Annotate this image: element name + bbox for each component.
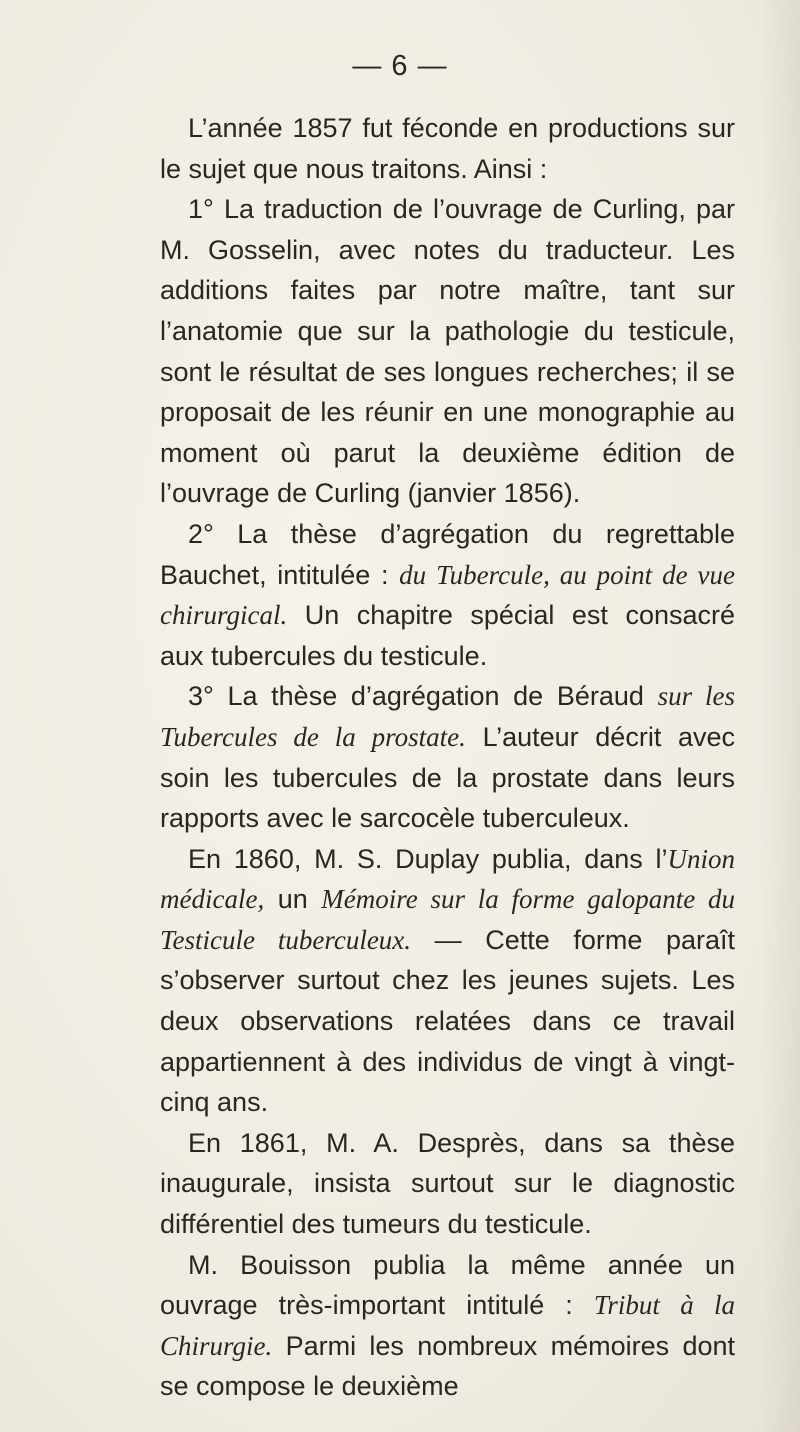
italic-title: Union médicale, — [160, 843, 735, 915]
paragraph — [160, 839, 735, 1123]
text-segment: 2° La thèse d’agrégation du regrettable Bauchet, intitulée : — [160, 518, 735, 590]
text-segment: Un chapitre spécial est consacré aux tubercules du testicule. — [160, 600, 735, 671]
page-number: — 6 — — [352, 50, 448, 82]
text-segment: 3° La thèse d’agrégation de Béraud — [188, 681, 658, 712]
italic-title: Mémoire sur la forme galopante du Testicule tuberculeux. — [160, 884, 735, 955]
italic-title: du Tubercule, au point de vue chirurgical. — [160, 559, 735, 631]
paragraph — [160, 108, 735, 189]
paragraph — [160, 676, 735, 838]
text-segment: En 1860, M. S. Duplay publia, dans l’ — [188, 843, 668, 874]
text-segment: En 1861, M. A. Desprès, dans sa thèse inaugurale, insista surtout sur le diagnostic différentiel des tumeurs du testicule. — [160, 1127, 735, 1240]
text-segment: Parmi les nombreux mémoires dont se compose le deuxième — [160, 1330, 735, 1402]
page-edge-shadow — [760, 0, 800, 1432]
italic-title: Tribut à la Chirurgie. — [160, 1290, 735, 1361]
italic-title: sur les Tubercules de la prostate. — [160, 681, 735, 752]
body-text — [160, 108, 735, 1407]
text-segment: L’année 1857 fut féconde en productions sur le sujet que nous traitons. Ainsi : — [160, 113, 735, 184]
paragraph — [160, 1245, 735, 1407]
text-segment: un — [264, 884, 322, 915]
paragraph — [160, 189, 735, 514]
text-segment: M. Bouisson publia la même année un ouvrage très-important intitulé : — [160, 1249, 735, 1321]
text-segment: 1° La traduction de l’ouvrage de Curling, par M. Gosselin, avec notes du traducteur. Les additions faites par notre maître, tant sur l’anatomie que sur la pathologie du testicule, sont le résultat de ses longues recherches; il se proposait de les réunir en une monographie au moment où parut la deuxième édition de l’ouvrage de Curling (janvier 1856). — [160, 194, 735, 509]
text-segment: L’auteur décrit avec soin les tubercules de la prostate dans leurs rapports avec le sarcocèle tuberculeux. — [160, 721, 735, 834]
paragraph — [160, 1123, 735, 1245]
paragraph — [160, 514, 735, 676]
text-segment: — Cette forme paraît s’observer surtout chez les jeunes sujets. Les deux observations relatées dans ce travail appartiennent à des individus de vingt à vingt-cinq ans. — [160, 924, 735, 1118]
